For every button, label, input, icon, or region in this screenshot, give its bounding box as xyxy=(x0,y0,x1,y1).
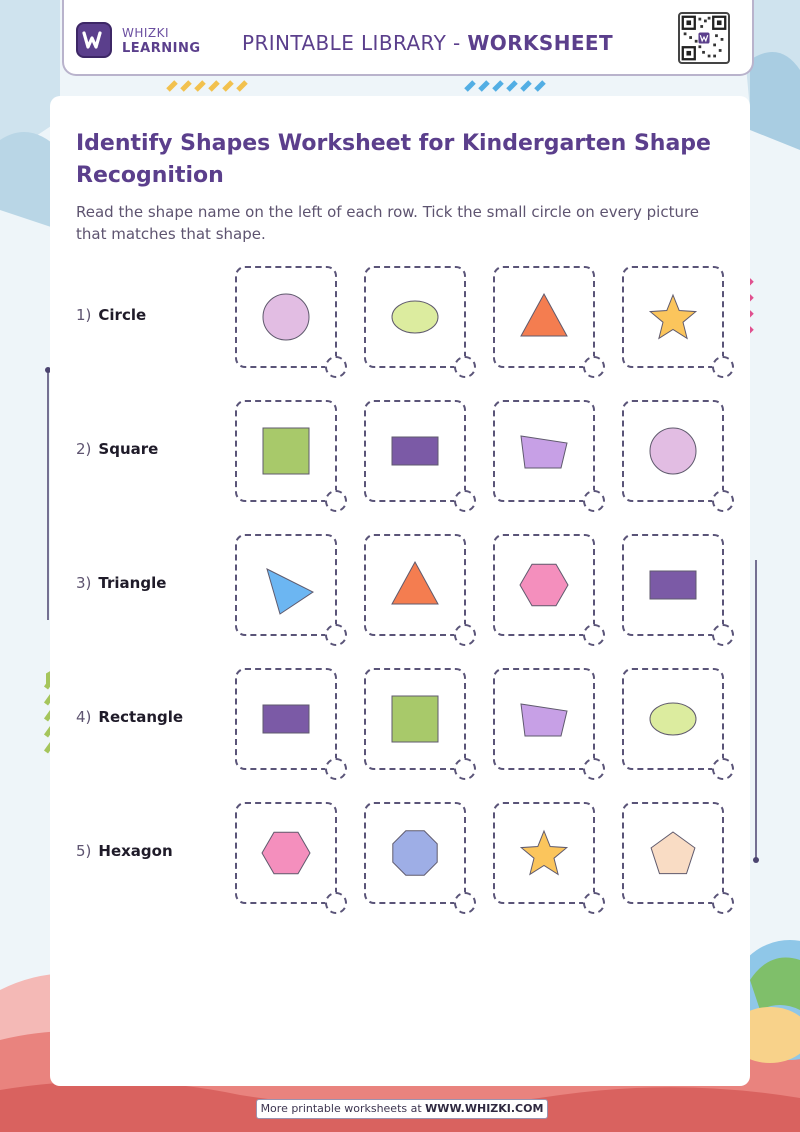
shape-row xyxy=(0,802,800,906)
row-label xyxy=(76,842,173,860)
shape-picture xyxy=(624,268,722,366)
shape-card xyxy=(235,802,337,904)
worksheet-title: Identify Shapes Worksheet for Kindergarten Shape Recognition xyxy=(76,131,711,188)
row-number: 5) xyxy=(76,842,92,860)
tick-circle[interactable] xyxy=(583,356,605,378)
tick-circle[interactable] xyxy=(712,356,734,378)
shape-card xyxy=(493,802,595,904)
tick-circle[interactable] xyxy=(583,758,605,780)
tick-circle[interactable] xyxy=(325,892,347,914)
shape-row xyxy=(0,266,800,370)
circle-shape xyxy=(263,294,309,340)
tick-circle[interactable] xyxy=(454,356,476,378)
ellipse-shape xyxy=(392,301,438,333)
row-number: 3) xyxy=(76,574,92,592)
row-shape-name: Circle xyxy=(98,306,147,324)
rectangle-shape xyxy=(650,571,696,599)
shape-picture xyxy=(366,536,464,634)
shape-row xyxy=(0,534,800,638)
shape-picture xyxy=(237,402,335,500)
row-shape-name: Square xyxy=(98,440,159,458)
shape-picture xyxy=(237,536,335,634)
rectangle-shape xyxy=(392,437,438,465)
row-shape-name: Triangle xyxy=(98,574,167,592)
tick-circle[interactable] xyxy=(325,758,347,780)
whizki-logo[interactable] xyxy=(76,22,112,58)
row-shape-name: Hexagon xyxy=(98,842,173,860)
shape-card xyxy=(622,534,724,636)
shape-card xyxy=(622,668,724,770)
shape-card xyxy=(493,266,595,368)
shape-card xyxy=(364,534,466,636)
tick-circle[interactable] xyxy=(583,624,605,646)
shape-picture xyxy=(237,670,335,768)
shape-card xyxy=(622,802,724,904)
shape-picture xyxy=(624,670,722,768)
header-title-prefix: PRINTABLE LIBRARY - xyxy=(242,31,468,55)
pentagon-shape xyxy=(651,832,695,874)
brand-line-2: LEARNING xyxy=(122,41,201,56)
row-label xyxy=(76,708,183,726)
row-shape-name: Rectangle xyxy=(98,708,184,726)
shape-picture xyxy=(495,402,593,500)
row-number: 4) xyxy=(76,708,92,726)
shape-picture xyxy=(237,268,335,366)
triangle-shape xyxy=(521,294,567,336)
star-shape xyxy=(521,831,567,874)
shape-card xyxy=(364,400,466,502)
shape-picture xyxy=(366,268,464,366)
shape-card xyxy=(364,668,466,770)
shape-row xyxy=(0,400,800,504)
tick-circle[interactable] xyxy=(712,892,734,914)
shape-card xyxy=(622,266,724,368)
triangle-shape xyxy=(392,562,438,604)
circle-shape xyxy=(650,428,696,474)
shape-picture xyxy=(495,268,593,366)
tick-circle[interactable] xyxy=(583,892,605,914)
shape-card xyxy=(493,400,595,502)
tick-circle[interactable] xyxy=(712,624,734,646)
shape-card xyxy=(364,802,466,904)
tick-circle[interactable] xyxy=(325,624,347,646)
star-shape xyxy=(650,295,696,338)
tick-circle[interactable] xyxy=(712,490,734,512)
trapezoid-shape xyxy=(521,704,567,736)
shape-picture xyxy=(495,804,593,902)
row-number: 1) xyxy=(76,306,92,324)
shape-picture xyxy=(366,670,464,768)
shape-picture xyxy=(624,536,722,634)
shape-picture xyxy=(624,804,722,902)
shape-card xyxy=(622,400,724,502)
shape-card xyxy=(235,668,337,770)
trapezoid-shape xyxy=(521,436,567,468)
tick-circle[interactable] xyxy=(325,490,347,512)
shape-card xyxy=(235,266,337,368)
shape-card xyxy=(493,668,595,770)
site-header xyxy=(62,0,754,76)
shape-picture xyxy=(495,536,593,634)
header-title xyxy=(242,31,613,55)
ellipse-shape xyxy=(650,703,696,735)
triangle-tilted-shape xyxy=(267,569,313,614)
shape-card xyxy=(235,534,337,636)
shape-picture xyxy=(366,402,464,500)
shape-picture xyxy=(237,804,335,902)
footer-text: More printable worksheets at xyxy=(260,1102,426,1115)
tick-circle[interactable] xyxy=(454,758,476,780)
tick-circle[interactable] xyxy=(712,758,734,780)
worksheet-instructions: Read the shape name on the left of each row. Tick the small circle on every picture that matches that shape. xyxy=(76,203,700,243)
hexagon-shape xyxy=(262,832,310,874)
tick-circle[interactable] xyxy=(583,490,605,512)
row-label xyxy=(76,440,158,458)
row-number: 2) xyxy=(76,440,92,458)
row-label xyxy=(76,306,146,324)
tick-circle[interactable] xyxy=(454,624,476,646)
tick-circle[interactable] xyxy=(325,356,347,378)
octagon-shape xyxy=(393,831,437,875)
footer-banner xyxy=(256,1099,548,1119)
footer-link[interactable]: WWW.WHIZKI.COM xyxy=(425,1102,544,1115)
brand-name xyxy=(122,26,201,56)
brand-line-1: WHIZKI xyxy=(122,26,170,40)
header-title-bold: WORKSHEET xyxy=(467,31,613,55)
tick-circle[interactable] xyxy=(454,892,476,914)
shape-picture xyxy=(366,804,464,902)
rectangle-shape xyxy=(263,705,309,733)
shape-card xyxy=(364,266,466,368)
square-shape xyxy=(392,696,438,742)
hexagon-shape xyxy=(520,564,568,606)
logo-w-icon xyxy=(82,30,106,50)
tick-circle[interactable] xyxy=(454,490,476,512)
shape-card xyxy=(493,534,595,636)
square-shape xyxy=(263,428,309,474)
shape-row xyxy=(0,668,800,772)
qr-code-icon[interactable] xyxy=(678,12,730,64)
shape-picture xyxy=(495,670,593,768)
shape-card xyxy=(235,400,337,502)
row-label xyxy=(76,574,166,592)
shape-picture xyxy=(624,402,722,500)
